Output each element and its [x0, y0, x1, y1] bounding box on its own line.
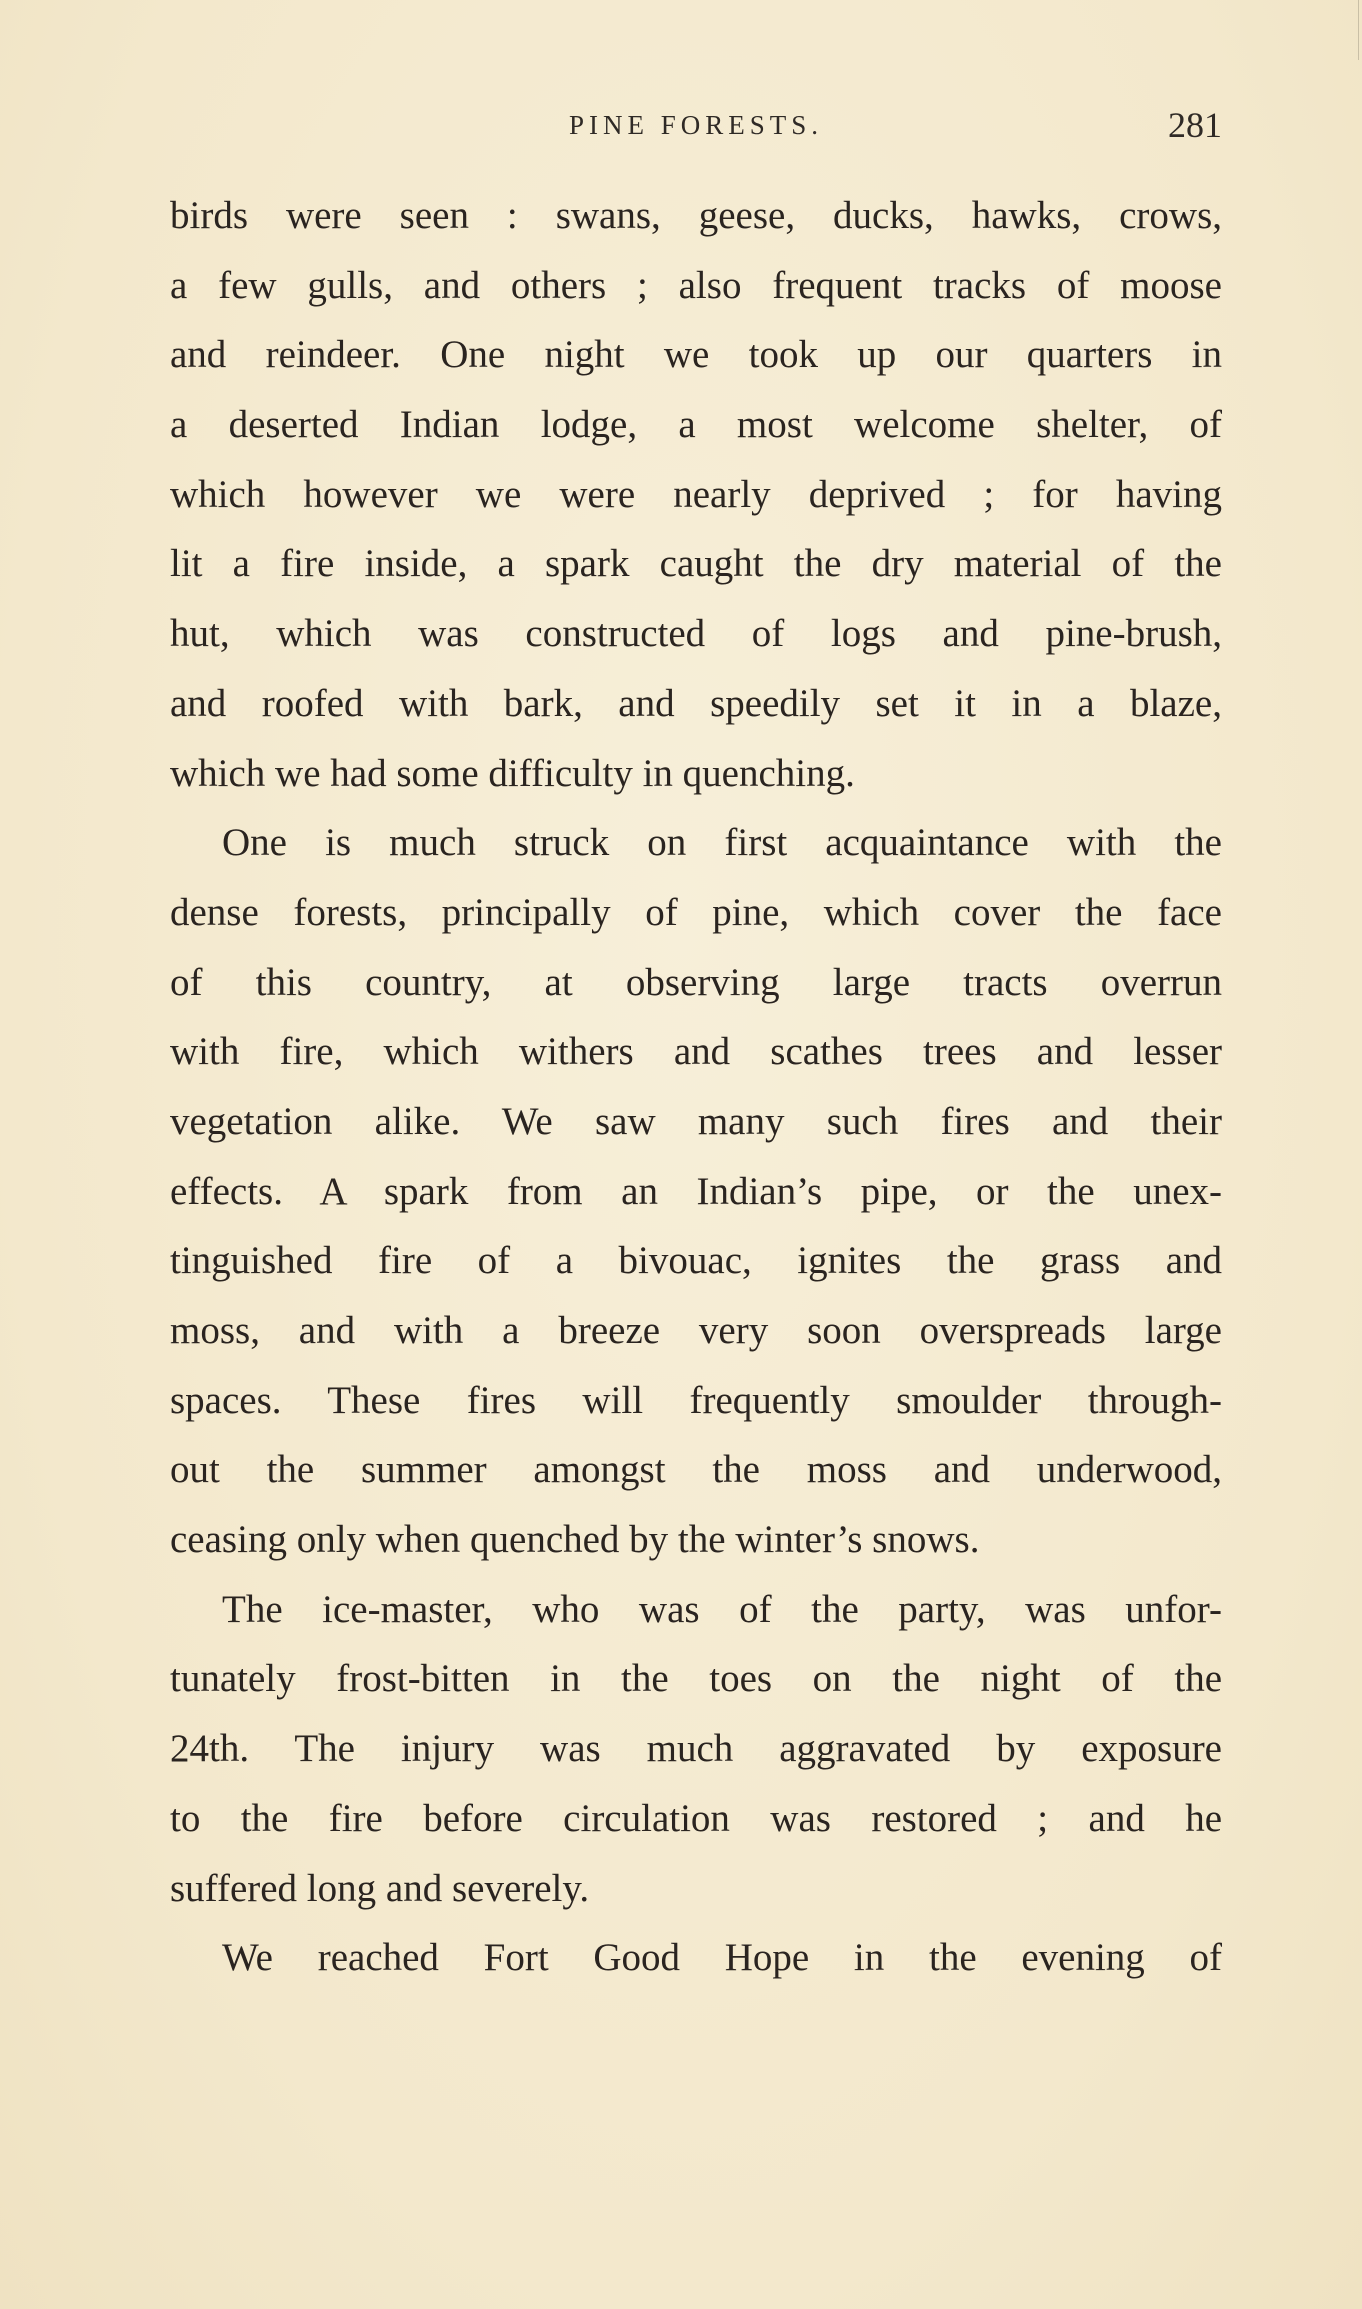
page-number: 281 — [1168, 105, 1222, 145]
text-line: hut, which was constructed of logs and pine-brush, — [170, 612, 1222, 656]
text-line: The ice-master, who was of the party, was unfor- — [222, 1587, 1222, 1631]
text-line: of this country, at observing large tracts overrun — [170, 960, 1222, 1004]
text-line: to the fire before circulation was restored ; and he — [170, 1796, 1222, 1840]
text-line: tunately frost-bitten in the toes on the night of the — [170, 1657, 1222, 1701]
page-header — [170, 105, 1222, 154]
text-line: We reached Fort Good Hope in the evening of — [222, 1936, 1222, 1980]
text-line: and roofed with bark, and speedily set it in a blaze, — [170, 681, 1222, 725]
text-line: 24th. The injury was much aggravated by exposure — [170, 1727, 1222, 1771]
text-line: and reindeer. One night we took up our quarters in — [170, 333, 1222, 377]
text-line: vegetation alike. We saw many such fires and their — [170, 1099, 1222, 1143]
body-text — [170, 181, 1222, 1993]
text-line: a deserted Indian lodge, a most welcome shelter, of — [170, 403, 1222, 447]
text-line: ceasing only when quenched by the winter’s snows. — [170, 1518, 980, 1562]
text-line: suffered long and severely. — [170, 1866, 590, 1910]
text-line: with fire, which withers and scathes trees and lesser — [170, 1030, 1222, 1074]
page-edge — [1358, 0, 1359, 60]
text-line: effects. A spark from an Indian’s pipe, or the unex- — [170, 1169, 1222, 1213]
text-line: which however we were nearly deprived ; for having — [170, 472, 1222, 516]
text-line: out the summer amongst the moss and underwood, — [170, 1448, 1222, 1492]
text-line: moss, and with a breeze very soon overspreads large — [170, 1309, 1222, 1352]
text-line: One is much struck on first acquaintance with the — [222, 821, 1222, 865]
text-line: which we had some difficulty in quenching. — [170, 751, 855, 795]
text-line: birds were seen : swans, geese, ducks, hawks, crows, — [170, 194, 1222, 237]
text-line: lit a fire inside, a spark caught the dry material of the — [170, 542, 1222, 586]
text-line: a few gulls, and others ; also frequent tracks of moose — [170, 263, 1222, 307]
text-line: dense forests, principally of pine, which cover the face — [170, 890, 1222, 934]
running-head: PINE FORESTS. — [568, 110, 824, 140]
text-line: spaces. These fires will frequently smoulder through- — [170, 1378, 1222, 1422]
text-line: tinguished fire of a bivouac, ignites the grass and — [170, 1239, 1222, 1283]
